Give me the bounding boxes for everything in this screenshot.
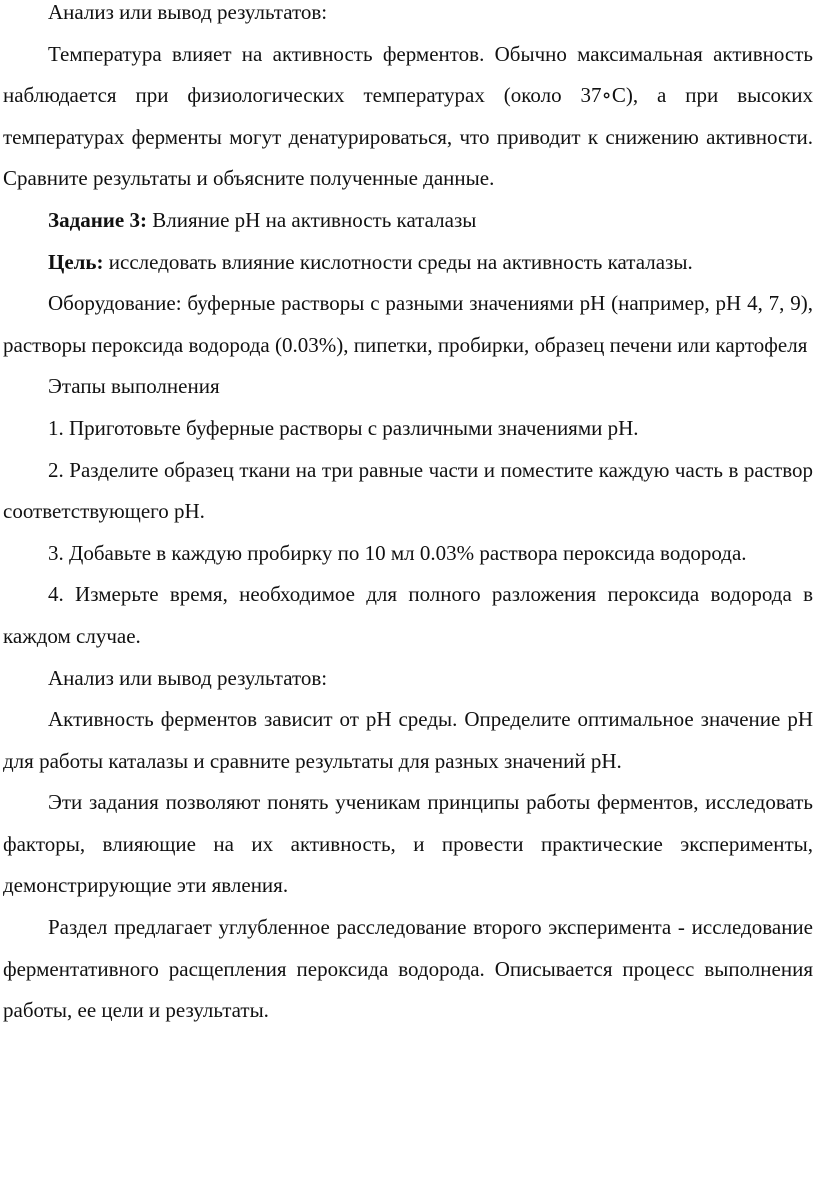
section-paragraph: Раздел предлагает углубленное расследование второго эксперимента - исследование ферментативного расщепления пероксида водорода. Описывается процесс выполнения работы, ее цели и результаты. <box>3 915 813 1023</box>
temperature-paragraph: Температура влияет на активность ферментов. Обычно максимальная активность наблюдается при физиологических температурах (около 37∘C), а при высоких температурах ферменты могут денатурироваться, что приводит к снижению активности. Сравните результаты и объясните полученные данные. <box>3 41 813 191</box>
analysis-heading-2: Анализ или вывод результатов: <box>48 665 328 690</box>
task-3-heading <box>3 200 813 242</box>
analysis-heading-1: Анализ или вывод результатов: <box>48 0 328 24</box>
step-1: 1. Приготовьте буферные растворы с различными значениями pH. <box>48 415 639 440</box>
steps-heading: Этапы выполнения <box>48 374 220 399</box>
ph-paragraph: Активность ферментов зависит от pH среды. Определите оптимальное значение pH для работы каталазы и сравните результаты для разных значений pH. <box>3 707 813 773</box>
goal-label: Цель: <box>48 249 104 274</box>
step-2: 2. Разделите образец ткани на три равные части и поместите каждую часть в раствор соответствующего pH. <box>3 457 813 524</box>
goal-text: исследовать влияние кислотности среды на активность каталазы. <box>103 249 693 274</box>
goal-paragraph <box>3 242 813 284</box>
task-3-label: Задание 3: <box>48 207 147 232</box>
step-4: 4. Измерьте время, необходимое для полного разложения пероксида водорода в каждом случае. <box>3 582 813 648</box>
equipment-paragraph: Оборудование: буферные растворы с разными значениями pH (например, pH 4, 7, 9), растворы пероксида водорода (0.03%), пипетки, пробирки, образец печени или картофеля <box>3 291 813 357</box>
task-3-title: Влияние pH на активность каталазы <box>146 207 477 232</box>
step-3: 3. Добавьте в каждую пробирку по 10 мл 0.03% раствора пероксида водорода. <box>48 540 747 565</box>
summary-paragraph: Эти задания позволяют понять ученикам принципы работы ферментов, исследовать факторы, влияющие на их активность, и провести практические эксперименты, демонстрирующие эти явления. <box>3 790 813 898</box>
